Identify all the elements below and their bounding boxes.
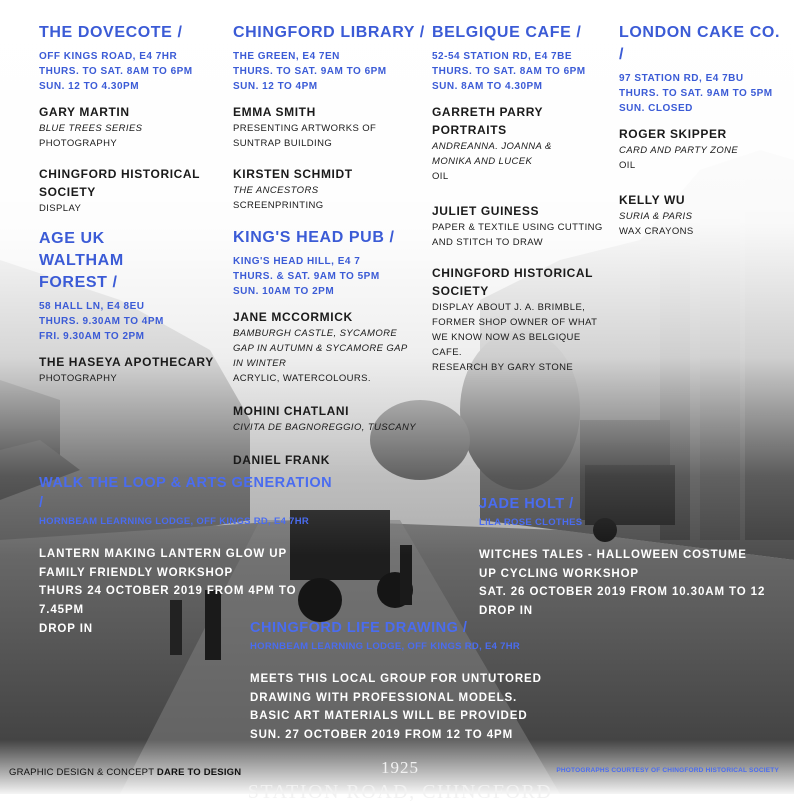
venue-block xyxy=(233,227,428,469)
artist-name: CHINGFORD HISTORICAL xyxy=(39,167,201,181)
event-chingford-life-drawing xyxy=(250,618,550,745)
venue-address: 52-54 STATION RD, E4 7BE xyxy=(432,51,572,62)
design-credit xyxy=(9,767,241,778)
event-detail: LANTERN MAKING LANTERN GLOW UP xyxy=(39,548,288,560)
event-name: JADE HOLT / xyxy=(479,496,574,512)
artwork-title: MONIKA AND LUCEK xyxy=(432,156,533,167)
artwork-medium: ACRYLIC, WATERCOLOURS. xyxy=(233,373,371,384)
venue-address: OFF KINGS ROAD, E4 7HR xyxy=(39,51,178,62)
artwork-title: CARD AND PARTY ZONE xyxy=(619,145,739,156)
photo-credit: PHOTOGRAPHS COURTESY OF CHINGFORD HISTORICAL SOCIETY xyxy=(556,767,779,774)
artist-name: JANE MCCORMICK xyxy=(233,310,353,324)
event-detail: DRAWING WITH PROFESSIONAL MODELS. xyxy=(250,691,518,704)
venue-name: BELGIQUE CAFE / xyxy=(432,24,582,41)
artwork-medium: WE KNOW NOW AS BELGIQUE CAFE. xyxy=(432,332,581,358)
venue-name: CHINGFORD LIBRARY / xyxy=(233,24,425,41)
artwork-medium: PRESENTING ARTWORKS OF xyxy=(233,123,377,134)
artist-name: CHINGFORD HISTORICAL xyxy=(432,266,594,280)
artwork-medium: SUNTRAP BUILDING xyxy=(233,138,333,149)
venue-name: KING'S HEAD PUB / xyxy=(233,229,395,246)
artwork-medium: OIL xyxy=(619,160,636,171)
artwork-title: IN WINTER xyxy=(233,358,287,369)
artist-name: SOCIETY xyxy=(432,284,489,298)
photo-caption xyxy=(230,758,570,804)
event-detail: BASIC ART MATERIALS WILL BE PROVIDED xyxy=(250,710,528,723)
venue-name: AGE UK WALTHAM FOREST / xyxy=(39,230,124,291)
event-date: SUN. 27 OCTOBER 2019 FROM 12 TO 4PM xyxy=(250,729,514,742)
artwork-medium: PHOTOGRAPHY xyxy=(39,138,118,149)
event-detail: DROP IN xyxy=(39,622,94,635)
event-name: CHINGFORD LIFE DRAWING / xyxy=(250,620,468,636)
venue-hours: THURS. TO SAT. 8AM TO 6PM xyxy=(432,66,586,77)
venue-hours: FRI. 9.30AM TO 2PM xyxy=(39,331,145,342)
artwork-medium: OIL xyxy=(432,171,449,182)
photo-caption-year: 1925 xyxy=(381,758,419,777)
event-detail: FAMILY FRIENDLY WORKSHOP xyxy=(39,566,234,579)
venue-hours: THURS. & SAT. 9AM TO 5PM xyxy=(233,271,380,282)
venue-hours: SUN. 12 TO 4PM xyxy=(233,81,318,92)
artwork-medium: FORMER SHOP OWNER OF WHAT xyxy=(432,317,598,328)
venue-name: LONDON CAKE CO. / xyxy=(619,24,780,63)
event-address: LILA ROSE CLOTHES xyxy=(479,517,583,528)
venue-address: KING'S HEAD HILL, E4 7 xyxy=(233,256,361,267)
venue-address: 97 STATION RD, E4 7BU xyxy=(619,73,744,84)
venue-column-1 xyxy=(39,22,229,386)
artwork-medium: SCREENPRINTING xyxy=(233,200,324,211)
venue-hours: THURS. TO SAT. 9AM TO 6PM xyxy=(233,66,387,77)
artwork-title: CIVITA DE BAGNOREGGIO, TUSCANY xyxy=(233,422,417,433)
venue-column-2 xyxy=(233,22,428,469)
artwork-title: THE ANCESTORS xyxy=(233,185,319,196)
venue-address: THE GREEN, E4 7EN xyxy=(233,51,340,62)
event-jade-holt xyxy=(479,494,779,621)
design-credit-name: DARE TO DESIGN xyxy=(156,767,242,778)
artist-name: JULIET GUINESS xyxy=(432,204,540,218)
venue-column-4 xyxy=(619,22,789,239)
event-detail: DROP IN xyxy=(479,605,534,618)
artwork-medium: PAPER & TEXTILE USING CUTTING xyxy=(432,222,603,233)
artwork-medium: AND STITCH TO DRAW xyxy=(432,237,543,248)
artwork-title: ANDREANNA. JOANNA & xyxy=(432,141,552,152)
venue-hours: SUN. 10AM TO 2PM xyxy=(233,286,335,297)
event-name: WALK THE LOOP & ARTS GENERATION / xyxy=(39,475,333,511)
artwork-medium: RESEARCH BY GARY STONE xyxy=(432,362,574,373)
venue-hours: SUN. 8AM TO 4.30PM xyxy=(432,81,543,92)
artist-name: SOCIETY xyxy=(39,185,96,199)
venue-block xyxy=(39,228,229,386)
venue-block xyxy=(233,22,428,213)
artist-name: EMMA SMITH xyxy=(233,105,316,119)
artist-name: KELLY WU xyxy=(619,193,686,207)
venue-block xyxy=(432,22,607,375)
venue-block xyxy=(619,22,789,239)
artwork-title: BLUE TREES SERIES xyxy=(39,123,143,134)
event-date: THURS 24 OCTOBER 2019 FROM 4PM TO 7.45PM xyxy=(39,585,297,617)
artist-name: PORTRAITS xyxy=(432,123,507,137)
artist-name: KIRSTEN SCHMIDT xyxy=(233,167,353,181)
artwork-title: BAMBURGH CASTLE, SYCAMORE xyxy=(233,328,398,339)
artist-name: GARY MARTIN xyxy=(39,105,130,119)
artwork-title: SURIA & PARIS xyxy=(619,211,693,222)
event-detail: MEETS THIS LOCAL GROUP FOR UNTUTORED xyxy=(250,673,542,685)
event-date: SAT. 26 OCTOBER 2019 FROM 10.30AM TO 12 xyxy=(479,586,766,599)
venue-name: THE DOVECOTE / xyxy=(39,24,183,41)
artwork-medium: PHOTOGRAPHY xyxy=(39,373,118,384)
artist-name: MOHINI CHATLANI xyxy=(233,404,350,418)
venue-address: 58 HALL LN, E4 8EU xyxy=(39,301,145,312)
artwork-medium: DISPLAY xyxy=(39,203,82,214)
event-walk-the-loop xyxy=(39,473,339,639)
artist-name: GARRETH PARRY xyxy=(432,105,544,119)
artwork-medium: DISPLAY ABOUT J. A. BRIMBLE, xyxy=(432,302,586,313)
artwork-medium: WAX CRAYONS xyxy=(619,226,694,237)
venue-column-3 xyxy=(432,22,607,375)
design-credit-prefix: GRAPHIC DESIGN & CONCEPT xyxy=(9,767,155,778)
event-detail: WITCHES TALES - HALLOWEEN COSTUME xyxy=(479,549,747,561)
event-address: HORNBEAM LEARNING LODGE, OFF KINGS RD, E4 7HR xyxy=(39,516,310,527)
venue-hours: THURS. TO SAT. 8AM TO 6PM xyxy=(39,66,193,77)
artist-name: ROGER SKIPPER xyxy=(619,127,727,141)
artist-name: DANIEL FRANK xyxy=(233,453,330,467)
venue-hours: SUN. 12 TO 4.30PM xyxy=(39,81,140,92)
event-address: HORNBEAM LEARNING LODGE, OFF KINGS RD, E4 7HR xyxy=(250,641,521,652)
artwork-title: GAP IN AUTUMN & SYCAMORE GAP xyxy=(233,343,408,354)
venue-hours: THURS. TO SAT. 9AM TO 5PM xyxy=(619,88,773,99)
photo-caption-place: STATION ROAD, CHINGFORD xyxy=(247,781,553,803)
venue-hours: SUN. CLOSED xyxy=(619,103,693,114)
venue-block xyxy=(39,22,229,216)
event-detail: UP CYCLING WORKSHOP xyxy=(479,567,640,580)
venue-hours: THURS. 9.30AM TO 4PM xyxy=(39,316,164,327)
artist-name: THE HASEYA APOTHECARY xyxy=(39,355,214,369)
